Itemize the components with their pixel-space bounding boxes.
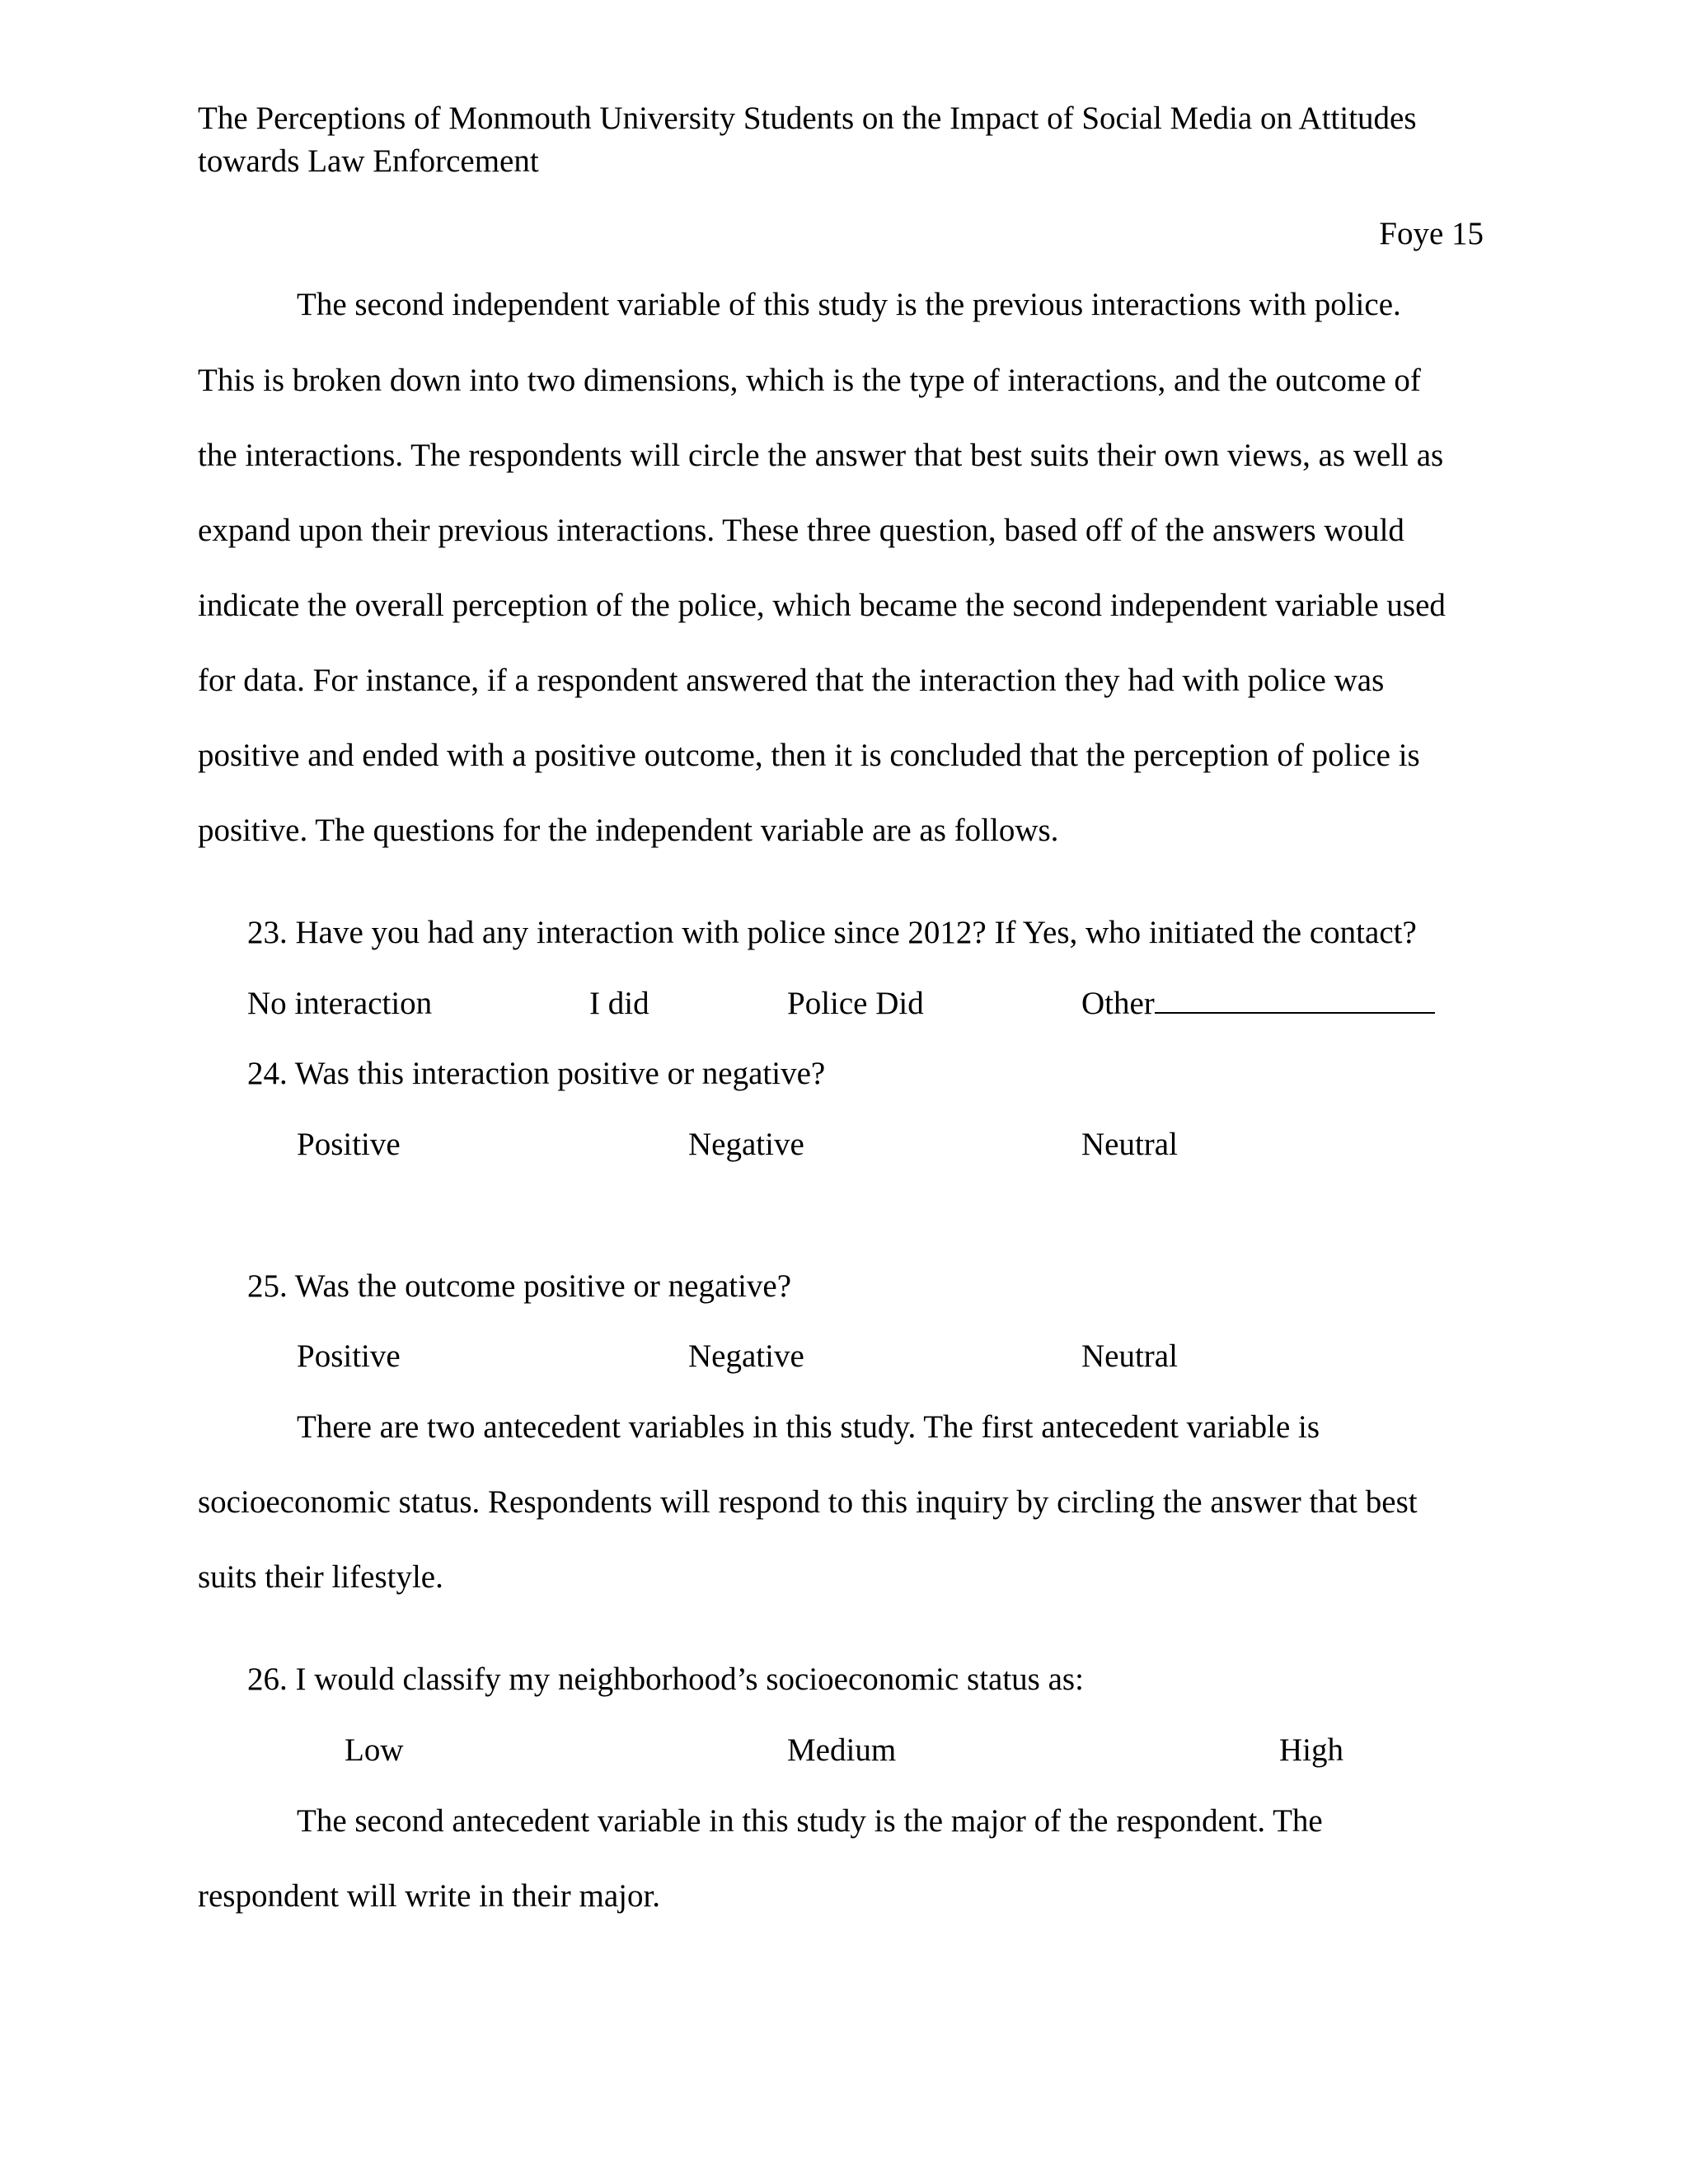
q26-option-low[interactable]: Low	[345, 1732, 404, 1768]
paragraph-1-line: The second independent variable of this study is the previous interactions with police.	[297, 287, 1401, 322]
q23-option-other-label: Other	[1081, 986, 1155, 1021]
header-title-line-2: towards Law Enforcement	[198, 143, 539, 179]
paragraph-2-line: There are two antecedent variables in this study. The first antecedent variable is	[297, 1409, 1320, 1445]
paragraph-1-line: positive and ended with a positive outcome, then it is concluded that the perception of police is	[198, 738, 1420, 773]
paragraph-1-line: indicate the overall perception of the police, which became the second independent variable used	[198, 588, 1446, 623]
question-25: 25. Was the outcome positive or negative?	[247, 1268, 792, 1304]
q25-option-positive[interactable]: Positive	[297, 1338, 401, 1374]
q26-option-high[interactable]: High	[1279, 1732, 1343, 1768]
q26-option-medium[interactable]: Medium	[787, 1732, 897, 1768]
paragraph-1-line: for data. For instance, if a respondent answered that the interaction they had with police was	[198, 663, 1385, 698]
page-number: Foye 15	[1379, 216, 1484, 251]
q23-other-write-in-line[interactable]	[1155, 982, 1435, 1014]
paragraph-3-line: respondent will write in their major.	[198, 1878, 661, 1914]
question-26: 26. I would classify my neighborhood’s socioeconomic status as:	[247, 1661, 1084, 1697]
paragraph-2-line: suits their lifestyle.	[198, 1559, 443, 1595]
header-title-line-1: The Perceptions of Monmouth University Students on the Impact of Social Media on Attitudes	[198, 101, 1417, 136]
q23-option-i-did[interactable]: I did	[589, 986, 649, 1021]
running-header	[198, 97, 1484, 183]
paragraph-1-line: the interactions. The respondents will circle the answer that best suits their own views, as well as	[198, 438, 1444, 473]
question-24: 24. Was this interaction positive or negative?	[247, 1056, 826, 1091]
q25-option-neutral[interactable]: Neutral	[1081, 1338, 1178, 1374]
paragraph-2-line: socioeconomic status. Respondents will respond to this inquiry by circling the answer that best	[198, 1484, 1418, 1520]
q24-option-negative[interactable]: Negative	[688, 1127, 804, 1162]
q23-option-no-interaction[interactable]: No interaction	[247, 986, 433, 1021]
question-23: 23. Have you had any interaction with police since 2012? If Yes, who initiated the contact?	[247, 915, 1417, 950]
q23-option-police-did[interactable]: Police Did	[787, 986, 924, 1021]
paragraph-1-line: This is broken down into two dimensions, which is the type of interactions, and the outcome of	[198, 363, 1421, 398]
paragraph-3-line: The second antecedent variable in this study is the major of the respondent. The	[297, 1803, 1323, 1839]
paragraph-1-line: positive. The questions for the independent variable are as follows.	[198, 813, 1059, 848]
q25-option-negative[interactable]: Negative	[688, 1338, 804, 1374]
q24-option-neutral[interactable]: Neutral	[1081, 1127, 1178, 1162]
paragraph-1-line: expand upon their previous interactions. These three question, based off of the answers would	[198, 513, 1404, 548]
q24-option-positive[interactable]: Positive	[297, 1127, 401, 1162]
q23-option-other[interactable]	[1081, 982, 1435, 1025]
